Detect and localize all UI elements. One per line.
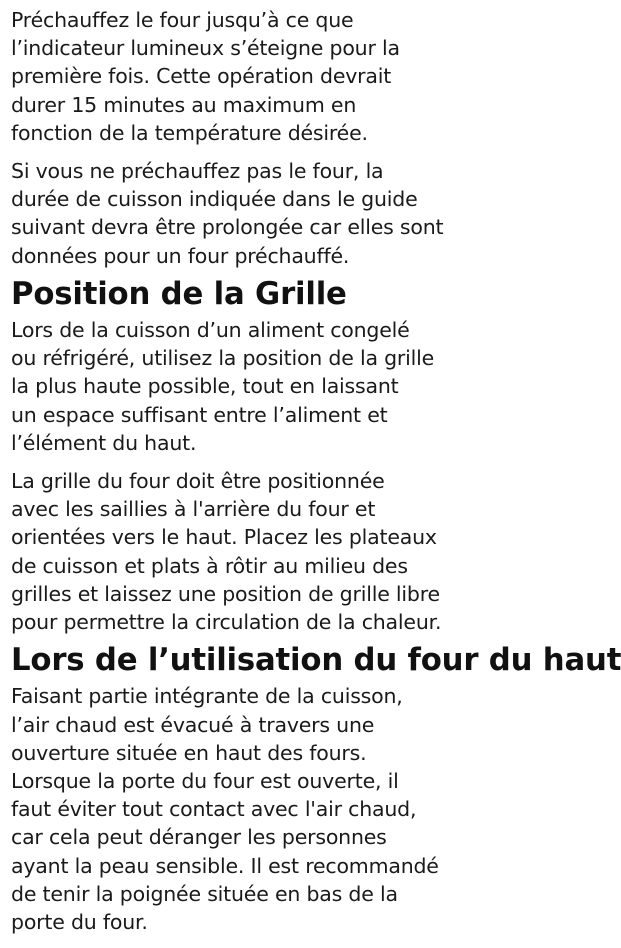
text-line: la plus haute possible, tout en laissant <box>11 374 399 399</box>
paragraph-preheat <box>11 6 488 147</box>
text-line: La grille du four doit être positionnée <box>11 469 385 494</box>
paragraph-hot-air <box>11 682 488 936</box>
text-line: fonction de la température désirée. <box>11 120 368 145</box>
text-line: Préchauffez le four jusqu’à ce que <box>11 8 354 32</box>
heading-top-oven-use: Lors de l’utilisation du four du haut <box>11 642 621 679</box>
text-line: l’élément du haut. <box>11 430 197 455</box>
text-line: de cuisson et plats à rôtir au milieu des <box>11 553 408 578</box>
text-line: porte du four. <box>11 910 148 935</box>
text-line: durer 15 minutes au maximum en <box>11 92 357 117</box>
text-line: ayant la peau sensible. Il est recommandé <box>11 853 439 878</box>
text-line: Lors de la cuisson d’un aliment congelé <box>11 318 410 343</box>
text-line: durée de cuisson indiquée dans le guide <box>11 187 418 212</box>
text-line: pour permettre la circulation de la chaleur. <box>11 610 442 635</box>
text-line: Faisant partie intégrante de la cuisson, <box>11 684 403 709</box>
text-line: un espace suffisant entre l’aliment et <box>11 402 388 427</box>
text-line: ou réfrigéré, utilisez la position de la grille <box>11 346 435 371</box>
text-line: l’indicateur lumineux s’éteigne pour la <box>11 36 400 61</box>
text-line: première fois. Cette opération devrait <box>11 64 392 89</box>
paragraph-frozen-food <box>11 316 488 457</box>
text-line: suivant devra être prolongée car elles sont <box>11 215 444 240</box>
text-line: faut éviter tout contact avec l'air chaud, <box>11 797 417 822</box>
text-line: avec les saillies à l'arrière du four et <box>11 497 376 522</box>
text-line: Si vous ne préchauffez pas le four, la <box>11 159 384 184</box>
heading-grille-position: Position de la Grille <box>11 275 347 312</box>
text-line: Lorsque la porte du four est ouverte, il <box>11 769 399 794</box>
text-line: ouverture située en haut des fours. <box>11 740 367 765</box>
text-line: de tenir la poignée située en bas de la <box>11 881 398 906</box>
text-line: car cela peut déranger les personnes <box>11 825 387 850</box>
paragraph-no-preheat <box>11 157 488 270</box>
text-line: l’air chaud est évacué à travers une <box>11 712 375 737</box>
text-line: données pour un four préchauffé. <box>11 243 350 268</box>
text-line: grilles et laissez une position de grille libre <box>11 581 440 606</box>
paragraph-grille-placement <box>11 467 488 636</box>
text-line: orientées vers le haut. Placez les plateaux <box>11 525 437 550</box>
